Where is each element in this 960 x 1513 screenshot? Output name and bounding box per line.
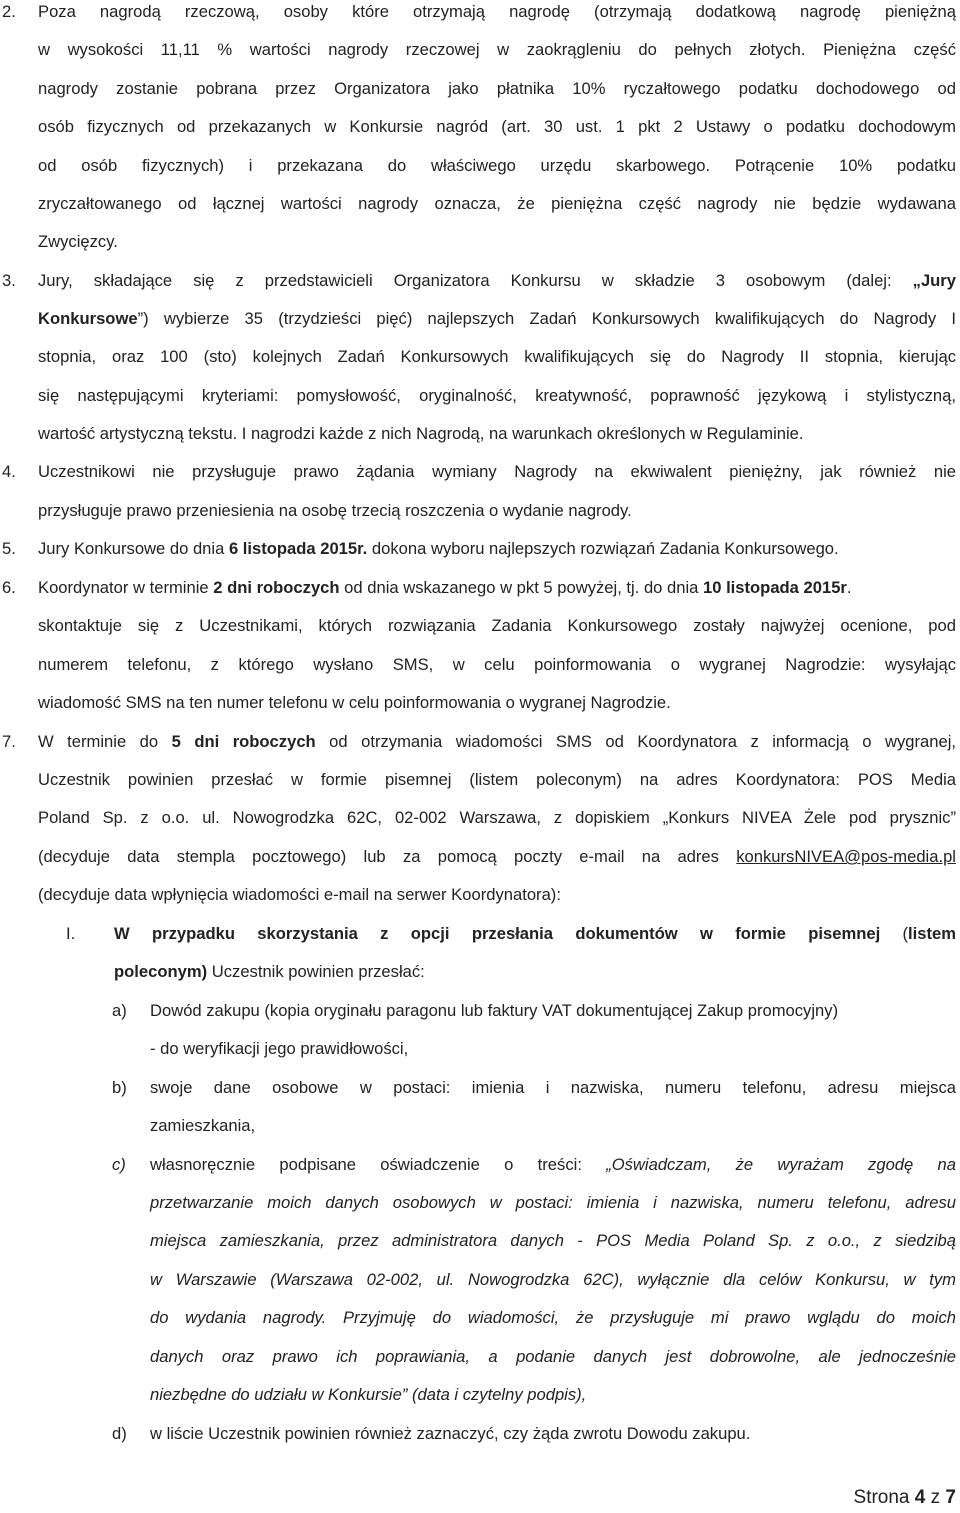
text-line: nagrody zostanie pobrana przez Organizatora jako płatnika 10% ryczałtowego podatku dochodowego od [38, 79, 956, 98]
text-line: w liście Uczestnik powinien również zaznaczyć, czy żąda zwrotu Dowodu zakupu. [150, 1424, 751, 1443]
email-link[interactable]: konkursNIVEA@pos-media.pl [736, 847, 956, 866]
text-line: (decyduje data stempla pocztowego) lub za pomocą poczty e-mail na adres konkursNIVEA@pos-media.pl [38, 847, 956, 866]
text-line: Dowód zakupu (kopia oryginału paragonu lub faktury VAT dokumentującej Zakup promocyjny) [150, 1001, 839, 1020]
item-number: 4. [2, 462, 16, 481]
text-line: Poland Sp. z o.o. ul. Nowogrodzka 62C, 02-002 Warszawa, z dopiskiem „Konkurs NIVEA Żele pod prysznic” [38, 808, 956, 827]
text-line: Jury Konkursowe do dnia 6 listopada 2015r. dokona wyboru najlepszych rozwiązań Zadania Konkursowego. [38, 539, 839, 558]
deadline-bold: 5 dni roboczych [171, 732, 316, 751]
text-line: do wydania nagrody. Przyjmuję do wiadomości, że przysługuje mi prawo wglądu do moich [150, 1308, 956, 1327]
item-number: 2. [2, 2, 16, 21]
text-line: swoje dane osobowe w postaci: imienia i nazwiska, numeru telefonu, adresu miejsca [150, 1078, 956, 1097]
text-line: przysługuje prawo przeniesienia na osobę trzecią roszczenia o wydanie nagrody. [38, 501, 632, 520]
letter-label: c) [112, 1155, 126, 1174]
text-line: w Warszawie (Warszawa 02-002, ul. Nowogrodzka 62C), wyłącznie dla celów Konkursu, w tym [150, 1270, 956, 1289]
text-line: Poza nagrodą rzeczową, osoby które otrzymają nagrodę (otrzymają dodatkową nagrodę pieniężną [38, 2, 956, 21]
text-line: przetwarzanie moich danych osobowych w postaci: imienia i nazwiska, numeru telefonu, adresu [150, 1193, 956, 1212]
sub-item-number: I. [66, 924, 76, 943]
date-bold: 10 listopada 2015r [703, 578, 847, 597]
item-number: 3. [2, 271, 16, 290]
item-number: 5. [2, 539, 16, 558]
letter-label: b) [112, 1078, 127, 1097]
text-line: numerem telefonu, z którego wysłano SMS, w celu poinformowania o wygranej Nagrodzie: wysyłając [38, 655, 956, 674]
text-line: Uczestnik powinien przesłać w formie pisemnej (listem poleconym) na adres Koordynatora: POS Media [38, 770, 956, 789]
jury-label-bold: Konkursowe [38, 309, 138, 328]
text-line: Koordynator w terminie 2 dni roboczych od dnia wskazanego w pkt 5 powyżej, tj. do dnia 10 listopada 2015r. [38, 578, 852, 597]
item-number: 6. [2, 578, 16, 597]
text-line: osób fizycznych od przekazanych w Konkursie nagród (art. 30 ust. 1 pkt 2 Ustawy o podatku dochodowym [38, 117, 956, 136]
page-number: Strona 4 z 7 [853, 1487, 956, 1508]
text-line: niezbędne do udziału w Konkursie” (data i czytelny podpis), [150, 1385, 587, 1404]
text-line: Konkursowe”) wybierze 35 (trzydzieści pięć) najlepszych Zadań Konkursowych kwalifikujących do Nagrody I [38, 309, 956, 328]
text-line: własnoręcznie podpisane oświadczenie o treści: „Oświadczam, że wyrażam zgodę na [150, 1155, 956, 1174]
letter-label: a) [112, 1001, 127, 1020]
text-line: Jury, składające się z przedstawicieli Organizatora Konkursu w składzie 3 osobowym (dalej: „Jury [38, 271, 956, 290]
jury-label-bold: „Jury [912, 271, 956, 290]
text-line: W terminie do 5 dni roboczych od otrzymania wiadomości SMS od Koordynatora z informacją o wygranej, [38, 732, 956, 751]
date-bold: 6 listopada 2015r. [228, 539, 368, 558]
text-line: W przypadku skorzystania z opcji przesłania dokumentów w formie pisemnej (listem [114, 924, 957, 943]
text-line: zryczałtowanego od łącznej wartości nagrody oznacza, że pieniężna część nagrody nie będzie wydawana [38, 194, 956, 213]
deadline-bold: 2 dni roboczych [213, 578, 340, 597]
text-line: stopnia, oraz 100 (sto) kolejnych Zadań Konkursowych kwalifikujących się do Nagrody II stopnia, kierując [38, 347, 956, 366]
text-line: miejsca zamieszkania, przez administratora danych - POS Media Poland Sp. z o.o., z siedzibą [150, 1231, 956, 1250]
text-line: poleconym) Uczestnik powinien przesłać: [114, 962, 425, 981]
letter-label: d) [112, 1424, 127, 1443]
text-line: wartość artystyczną tekstu. I nagrodzi każde z nich Nagrodą, na warunkach określonych w Regulaminie. [38, 424, 804, 443]
text-line: danych oraz prawo ich poprawiania, a podanie danych jest dobrowolne, ale jednocześnie [150, 1347, 956, 1366]
text-line: - do weryfikacji jego prawidłowości, [150, 1039, 409, 1058]
text-line: się następującymi kryteriami: pomysłowość, oryginalność, kreatywność, poprawność językową i stylistyczną, [38, 386, 956, 405]
item-number: 7. [2, 732, 16, 751]
text-line: wiadomość SMS na ten numer telefonu w celu poinformowania o wygranej Nagrodzie. [38, 693, 671, 712]
text-line: Zwycięzcy. [38, 232, 118, 251]
text-line: Uczestnikowi nie przysługuje prawo żądania wymiany Nagrody na ekwiwalent pieniężny, jak również nie [38, 462, 956, 481]
text-line: zamieszkania, [150, 1116, 256, 1135]
text-line: od osób fizycznych) i przekazana do właściwego urzędu skarbowego. Potrącenie 10% podatku [38, 156, 956, 175]
text-line: skontaktuje się z Uczestnikami, których rozwiązania Zadania Konkursowego zostały najwyżej ocenione, pod [38, 616, 956, 635]
text-line: w wysokości 11,11 % wartości nagrody rzeczowej w zaokrągleniu do pełnych złotych. Pieniężna część [38, 40, 956, 59]
text-line: (decyduje data wpłynięcia wiadomości e-mail na serwer Koordynatora): [38, 885, 561, 904]
